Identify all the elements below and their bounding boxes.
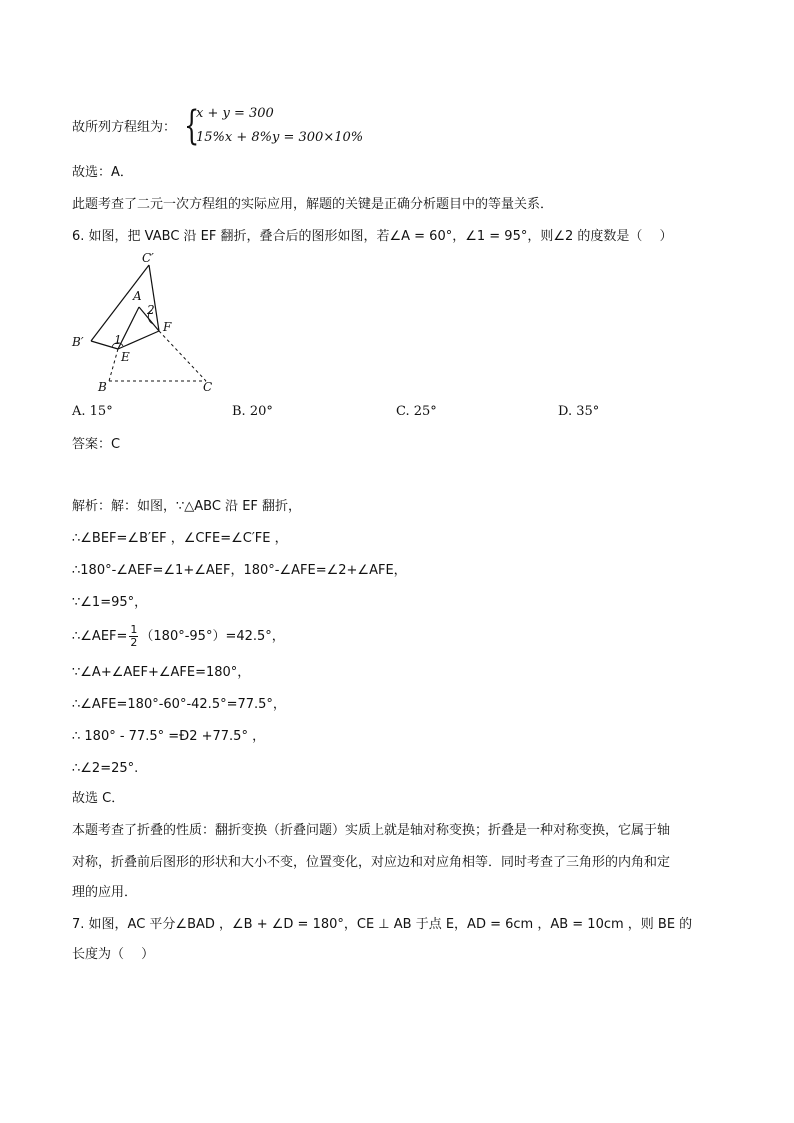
q6-stem: 6. 如图，把 VABC 沿 EF 翻折，叠合后的图形如图，若∠A = 60°，∠1 = 95°，则∠2 的度数是（ ） <box>72 229 673 244</box>
edge-c-prime-b-prime <box>91 265 149 341</box>
label-angle-1: 1 <box>114 333 122 347</box>
aef-prefix: ∴∠AEF= <box>72 629 128 644</box>
label-f: F <box>163 320 172 334</box>
analysis-line-5: ∵∠A+∠AEF+∠AFE=180°， <box>72 665 251 680</box>
analysis-line-8: ∴∠2=25°. <box>72 761 139 776</box>
q7-stem-line-2: 长度为（ ） <box>72 947 155 962</box>
label-b-prime: B′ <box>72 335 84 349</box>
equation-1: x + y = 300 <box>196 106 274 121</box>
dashed-f-c <box>159 331 206 381</box>
q6-choose: 故选 C． <box>72 791 125 806</box>
label-c-prime: C′ <box>142 251 154 265</box>
left-brace: { <box>184 103 200 149</box>
fraction-numerator: 1 <box>130 623 138 636</box>
half-fraction <box>129 624 138 649</box>
q7-stem-line-1: 7. 如图，AC 平分∠BAD ，∠B + ∠D = 180°，CE ⊥ AB 于点 E，AD = 6cm ，AB = 10cm ，则 BE 的 <box>72 917 693 932</box>
folded-triangle-figure <box>66 250 226 400</box>
dashed-e-b <box>109 349 118 381</box>
q6-comment-line-2: 对称，折叠前后图形的形状和大小不变，位置变化，对应边和对应角相等．同时考查了三角形的内角和定 <box>72 855 671 870</box>
label-a: A <box>133 289 142 303</box>
label-angle-2: 2 <box>147 303 155 317</box>
analysis-line-7: ∴ 180° - 77.5° =Ð2 +77.5° ， <box>72 729 266 744</box>
label-b: B <box>98 380 107 394</box>
q6-comment-line-3: 理的应用． <box>72 885 138 900</box>
q5-choose: 故选：A． <box>72 165 133 180</box>
analysis-line-2: ∴∠BEF=∠B′EF ，∠CFE=∠C′FE ， <box>72 531 288 546</box>
analysis-line-6: ∴∠AFE=180°-60°-42.5°=77.5°， <box>72 697 286 712</box>
q5-comment: 此题考查了二元一次方程组的实际应用，解题的关键是正确分析题目中的等量关系． <box>72 197 554 212</box>
analysis-line-1: 解析：解：如图，∵△ABC 沿 EF 翻折， <box>72 499 302 514</box>
analysis-line-3: ∴180°-∠AEF=∠1+∠AEF，180°-∠AFE=∠2+∠AFE， <box>72 563 407 578</box>
choice-b: B. 20° <box>232 404 273 419</box>
analysis-line-fraction <box>72 624 285 650</box>
equation-2: 15%x + 8%y = 300×10% <box>196 130 364 145</box>
choice-c: C. 25° <box>396 404 437 419</box>
system-label: 故所列方程组为： <box>72 120 177 135</box>
q6-answer: 答案：C <box>72 437 121 452</box>
label-e: E <box>121 350 130 364</box>
choice-d: D. 35° <box>558 404 600 419</box>
analysis-line-4: ∵∠1=95°， <box>72 595 148 610</box>
choice-a: A. 15° <box>72 404 113 419</box>
aef-suffix: （180°-95°）=42.5°， <box>140 629 285 644</box>
edge-e-f <box>118 331 159 349</box>
label-c: C <box>203 380 213 394</box>
fraction-denominator: 2 <box>130 636 138 649</box>
q6-comment-line-1: 本题考查了折叠的性质：翻折变换（折叠问题）实质上就是轴对称变换；折叠是一种对称变换，它属于轴 <box>72 823 671 838</box>
